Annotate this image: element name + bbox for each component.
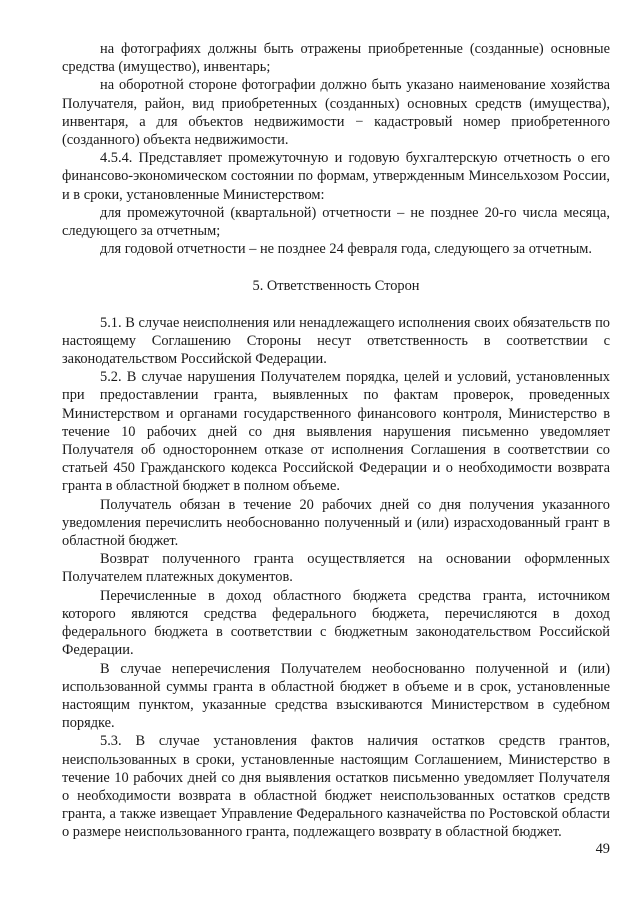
paragraph-annual-reporting: для годовой отчетности – не позднее 24 февраля года, следующего за отчетным. bbox=[100, 241, 593, 258]
paragraph-5-1: 5.1. В случае неисполнения или ненадлежащего исполнения своих обязательств по настоящему Соглашению Стороны несут ответственность в соответствии с законодательством Российской Федерации. bbox=[62, 314, 610, 368]
section-heading: 5. Ответственность Сторон bbox=[252, 278, 420, 295]
paragraph-5-2: 5.2. В случае нарушения Получателем порядка, целей и условий, установленных при предоставлении гранта, выявленных по фактам проверок, проведенных Министерством и органами государственного финансового контроля, Министерство в течение 10 рабочих дней со дня выявления нарушения письменно уведомляет Получателя об одностороннем отказе от исполнения Соглашения в соответствии со статьей 450 Гражданского кодекса Российской Федерации и о необходимости возврата гранта в областной бюджет в полном объеме. bbox=[62, 369, 610, 495]
paragraph-5-3: 5.3. В случае установления фактов наличия остатков средств грантов, неиспользованных в сроки, установленные настоящим Соглашением, Министерство в течение 10 рабочих дней со дня выявления остатков письменно уведомляет Получателя о необходимости возврата в областной бюджет неиспользованных остатков средств гранта, а также извещает Управление Федерального казначейства по Ростовской области о размере неиспользованного гранта, подлежащего возврату в областной бюджет. bbox=[62, 733, 610, 841]
paragraph-federal-transfer: Перечисленные в доход областного бюджета средства гранта, источником которого являются средства федерального бюджета, перечисляются в доход федерального бюджета в соответствии с бюджетным законодательством Российской Федерации. bbox=[62, 587, 610, 659]
paragraph-refund-basis: Возврат полученного гранта осуществляется на основании оформленных Получателем платежных документов. bbox=[62, 551, 610, 586]
paragraph-photo-content: на фотографиях должны быть отражены приобретенные (созданные) основные средства (имущество), инвентарь; bbox=[62, 41, 610, 76]
page-number: 49 bbox=[595, 841, 610, 857]
paragraph-4-5-4: 4.5.4. Представляет промежуточную и годовую бухгалтерскую отчетность о его финансово-экономическом состоянии по формам, утвержденным Минсельхозом России, и в сроки, установленные Министерством: bbox=[62, 150, 610, 203]
paragraph-interim-reporting: для промежуточной (квартальной) отчетности – не позднее 20-го числа месяца, следующего за отчетным; bbox=[62, 204, 610, 240]
paragraph-refund-obligation: Получатель обязан в течение 20 рабочих дней со дня получения указанного уведомления перечислить необоснованно полученный и (или) израсходованный грант в областной бюджет. bbox=[62, 496, 610, 550]
paragraph-court-recovery: В случае неперечисления Получателем необоснованно полученной и (или) использованной суммы гранта в областной бюджет в объеме и в срок, установленные настоящим пунктом, указанные средства взыскиваются Министерством в судебном порядке. bbox=[62, 660, 610, 732]
document-page bbox=[62, 40, 610, 842]
paragraph-photo-back: на оборотной стороне фотографии должно быть указано наименование хозяйства Получателя, район, вид приобретенных (созданных) основных средств (имущества), инвентаря, а для объектов недвижимости − кадастровый номер приобретенного (созданного) объекта недвижимости. bbox=[62, 77, 610, 149]
